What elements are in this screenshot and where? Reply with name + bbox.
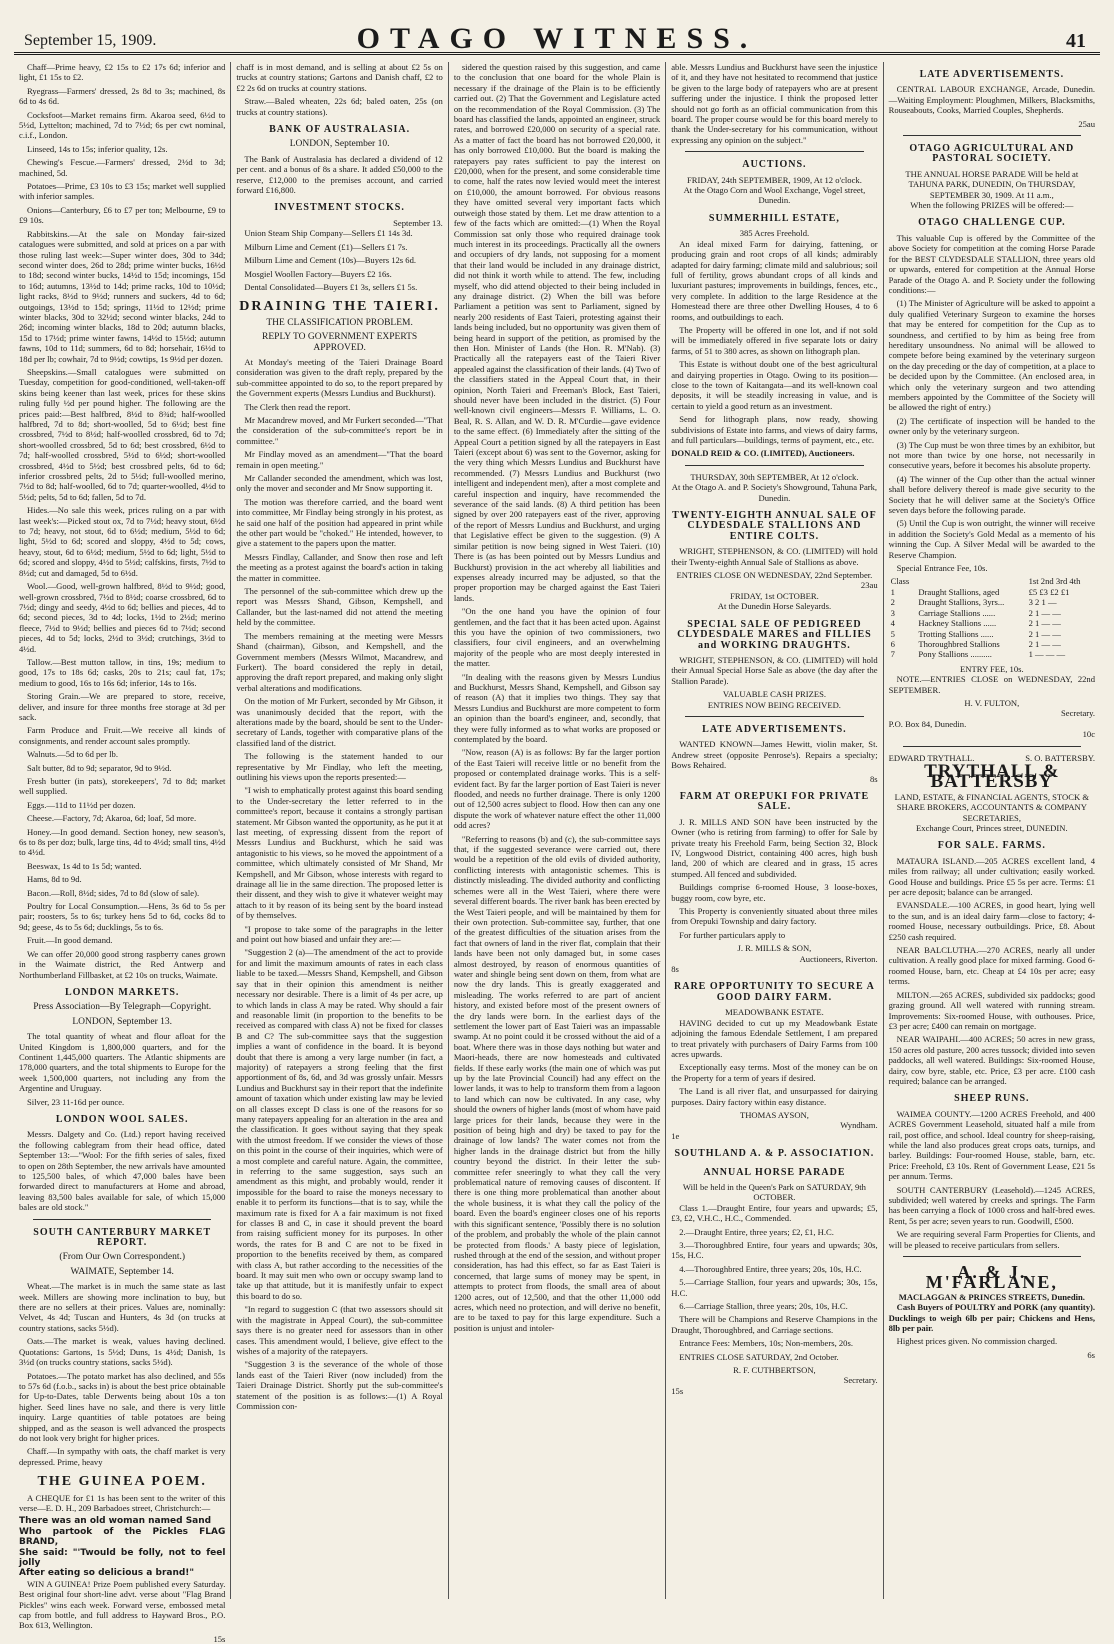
- cup-condition: Special Entrance Fee, 10s.: [896, 563, 988, 574]
- farm-listing: MILTON.—265 ACRES, subdivided six paddocks; good grazing ground. All well watered with running stream. Improvements: Six-roomed House, with outhouses. Price, £3 per acre; £400 can remain on mortgage.: [888, 989, 1096, 1031]
- south-canterbury-heading: SOUTH CANTERBURY MARKET REPORT.: [33, 1226, 212, 1249]
- meadowbank-paragraph: Exceptionally easy terms. Most of the money can be on the Property for a term of years if desired.: [671, 1062, 878, 1083]
- masthead: [14, 12, 1100, 55]
- chaff-continued: chaff is in most demand, and is selling at about £2 5s on trucks at country stations; Gartons and Danish chaff, £2 to £2 2s 6d on trucks at country stations.: [236, 62, 443, 93]
- entries-fee-1: 23au: [860, 580, 878, 591]
- orepuki-farm-heading: FARM AT OREPUKI FOR PRIVATE SALE.: [679, 790, 870, 813]
- farm-listing: NEAR BALCLUTHA.—270 ACRES, nearly all under cultivation. A really good place for mixed farming. Good 6-roomed House, barn, etc. Cheap at £4 10s per acre; easy terms.: [888, 945, 1096, 987]
- summerhill-place: At the Otago Corn and Wool Exchange, Vogel street, Dunedin.: [683, 185, 866, 206]
- divider: [685, 716, 863, 717]
- poem-line: She said: "'Twould be folly, not to feel jolly: [19, 1547, 226, 1568]
- wanted-fee: 8s: [869, 773, 878, 784]
- draining-paragraph: Messrs Findlay, Callander, and Snow then rose and left the meeting as a protest against the board's action in taking the matter in committee.: [236, 551, 443, 583]
- market-paragraph: Sheepskins.—Small catalogues were submitted on Tuesday, competition for good-conditioned, well-taken-off skins being keener than last week, prices for these skins ruling fully ½d per pound higher. The following are the prices paid:—Best halfbred, 8½d to 8¾d; half-woolled halfbred, 7d to 8d; short-woolled, 5d to 6½d; best fine crossbred, 7½d to 8½d; half-woolled crossbred, 6d to 7d; short-woolled crossbred, 5d to 6d; best crossbred, 6½d to 7d; half-woolled crossbred, 5½d to 6½d; short-woolled crossbred, 4½d to 5½d; best crossbred pelts, 6d to 6d; inferior crossbred pelts, 2d to 5½d; full-woolled merino, 7½d to 8d; half-woolled, 6d to 7d; quarter-woolled, 4½d to 5½d; pelts, 5d to 6d; fallen, 5d to 7d.: [19, 366, 226, 502]
- mcfarlane-tail: Highest prices given. No commission charged.: [896, 1336, 1058, 1347]
- mills-signature: J. R. MILLS & SON,: [737, 943, 812, 954]
- class-number: 5: [890, 628, 895, 639]
- investment-heading: INVESTMENT STOCKS.: [274, 202, 405, 214]
- meadowbank-paragraph: HAVING decided to cut up my Meadowbank Estate adjoining the famous Edendale Settlement, I am prepared to treat privately with purchasers of Dairy Farms from 100 acres upwards.: [671, 1017, 878, 1059]
- south-canterbury-paragraph: Potatoes.—The potato market has also declined, and 55s to 57s 6d (f.o.b., sacks in) is about the best price obtainable for Up-to-Dates, table Derwents being about 10s a ton higher. Seed lines have no sale, and there is very little inquiry. Large quantities of table potatoes are being shipped, and as the season is well advanced the prospects do not look very bright for higher prices.: [19, 1370, 226, 1443]
- classes-header-places: 1st 2nd 3rd 4th: [1028, 576, 1081, 587]
- otago-society-heading: OTAGO AGRICULTURAL AND PASTORAL SOCIETY.: [909, 143, 1075, 165]
- fulton-box: P.O. Box 84, Dunedin.: [888, 718, 967, 729]
- thursday-date: THURSDAY, 30th SEPTEMBER, At 12 o'clock.: [690, 471, 859, 482]
- south-canterbury-paragraph: Wheat.—The market is in much the same state as last week. Millers are showing more inclination to buy, but there are no sellers at their prices. Values are, nominally: Velvet, 4s 4d; Tuscan and Hunters, 4s 3d (on trucks at country stations, sacks 5½d).: [19, 1281, 226, 1333]
- market-paragraph: Potatoes—Prime, £3 10s to £3 15s; market well supplied with inferior samples.: [19, 181, 226, 202]
- parade-class: 6.—Carriage Stallion, three years; 20s, 10s, H.C.: [679, 1301, 848, 1312]
- class-name: Hackney Stallions ......: [918, 618, 997, 629]
- farm-fee: 8s: [671, 964, 679, 975]
- draining-subheading-2: REPLY TO GOVERNMENT EXPERTS APPROVED.: [262, 332, 418, 353]
- draining-paragraph: "In regard to suggestion C (that two assessors should sit with the magistrate in Appeal Court), the sub-committee says there is no greater need for assessors than in other cases. This amendment would, I believe, give effect to the wishes of a majority of the ratepayers.: [236, 1304, 443, 1356]
- divider: [685, 465, 863, 466]
- farm-paragraph: Buildings comprise 6-roomed House, 3 loose-boxes, buggy room, cow byre, etc.: [671, 882, 878, 903]
- poem-line: After eating so delicious a brand!": [19, 1568, 195, 1579]
- guinea-poem-fee: 15s: [213, 1633, 226, 1644]
- classes-row: [889, 649, 1095, 659]
- classes-table: [889, 576, 1095, 659]
- summerhill-date: FRIDAY, 24th SEPTEMBER, 1909, At 12 o'clock.: [686, 174, 862, 185]
- parade-class: 4.—Thoroughbred Entire, three years; 20s, 10s, H.C.: [679, 1263, 862, 1274]
- market-paragraph: Cheese.—Factory, 7d; Akaroa, 6d; loaf, 5d more.: [27, 813, 197, 824]
- market-paragraph: Cocksfoot—Market remains firm. Akaroa seed, 6½d to 5½d, Lyttelton; machined, 7d to 7½d; 6s per cwt nominal, c.i.f., London.: [19, 109, 226, 141]
- column-2: [231, 62, 448, 1599]
- bank-heading: BANK OF AUSTRALASIA.: [269, 124, 411, 136]
- cuthbertson-signature: R. F. CUTHBERTSON,: [733, 1365, 816, 1376]
- parade-fee: 15s: [671, 1385, 684, 1396]
- poem-line: Who partook of the Pickles FLAG BRAND,: [19, 1526, 226, 1548]
- draining-article-end: able. Messrs Lundius and Buckhurst have seen the injustice of it, and they have not hesitated to recommend that justice be given to the large body of ratepayers who are at present suffering under the injustice. I think the proposed letter should not go forth as an official communication from this board. The proper course would be for this board merely to thank the Under-secretary for his communication, without expressing any opinion on the subject.": [671, 62, 878, 145]
- class-number: 1: [890, 586, 895, 597]
- draining-paragraph: "On the one hand you have the opinion of four gentlemen, and the fact that it has been acted upon. Against this you have the opinion of two commissioners, two classifiers, four civil engineers, and an overwhelming majority of the people who are most deeply interested in the matter.: [453, 606, 661, 669]
- challenge-cup-heading: OTAGO CHALLENGE CUP.: [918, 217, 1066, 229]
- sheep-run-listing: We are requiring several Farm Properties for Clients, and will be pleased to receive particulars from sellers.: [888, 1229, 1096, 1250]
- entries-received: ENTRIES NOW BEING RECEIVED.: [707, 699, 841, 710]
- market-paragraph: Tallow.—Best mutton tallow, in tins, 19s; medium to good, 17s to 18s 6d; casks, 20s to 21s; caul fat, 17s; medium to good, 16s to 16s 6d; inferior, 14s to 16s.: [19, 656, 226, 688]
- market-paragraph: Hides.—No sale this week, prices ruling on a par with last week's:—Picked stout ox, 7d to 7½d; heavy stout, 6½d to 7d; heavy, not stout, 6d to 6½d; medium, 5½d to 6d; light, 5½d to 6d; scored and sloppy, 4½d to 5d; cows, heavy, stout, 6d to 6½d; medium, 5½d to 6d; light, 5½d to 6d; scored and sloppy, 4½d to 5½d; calfskins, firsts, 7½d to 8½d; cut and damaged, 5d to 6½d.: [19, 505, 226, 578]
- london-markets-dateline: LONDON, September 13.: [72, 1016, 173, 1027]
- guinea-poem-verse: [19, 1516, 225, 1578]
- late-ads-heading-2: LATE ADVERTISEMENTS.: [919, 69, 1065, 80]
- draining-paragraph: "I propose to take some of the paragraphs in the letter and point out how biased and unfair they are:—: [236, 923, 443, 945]
- market-paragraph: Wool.—Good, well-grown halfbred, 8½d to 9½d; good, well-grown crossbred, 7½d to 8½d; coarse crossbred, 6d to 7½d; dingy and seedy, 4½d to 6d; bellies and pieces, 4d to 6d; second pieces, 3d to 4d; locks, 1½d to 2½d; merino fleece, 7½d to 9½d; bellies and pieces 6d to 7½d; second pieces, 4d to 5d; locks, 2½d to 3½d; crutchings, 3½d to 4½d.: [19, 581, 226, 654]
- summerhill-text: [671, 239, 877, 446]
- divider: [33, 1219, 211, 1220]
- investment-line: Milburn Lime and Cement (10s)—Buyers 12s 6d.: [244, 255, 417, 266]
- market-paragraph: Honey.—In good demand. Section honey, new season's, 6s to 8s per doz; bulk, large tins, 4d to 4½d; small tins, 4½d to 4½d.: [19, 826, 226, 858]
- class-prizes: 2 1 — —: [1028, 628, 1061, 639]
- market-paragraph: Fresh butter (in pats), storekeepers', 7d to 8d; market well supplied.: [19, 776, 226, 797]
- class-name: Draught Stallions, aged: [918, 586, 1000, 597]
- wright-stephenson-notice-2: WRIGHT, STEPHENSON, & CO. (LIMITED) will hold their Annual Special Horse Sale as above (the day after the Stallion Parade).: [671, 654, 878, 686]
- sheep-run-listing: SOUTH CANTERBURY (Leasehold).—1245 ACRES, subdivided; well watered by creeks and springs. The Farm has been carrying a flock of 1000 cross and half-bred ewes. Rent, 5s per acre; seven years to run. Goodwill, £500.: [888, 1184, 1096, 1226]
- class-name: Pony Stallions ..........: [918, 649, 992, 660]
- class-name: Trotting Stallions ......: [918, 628, 994, 639]
- farms-list: [889, 856, 1095, 1087]
- class-name: Draught Stallions, 3yrs...: [918, 597, 1005, 608]
- column-1: [14, 62, 231, 1644]
- thursday-place: At the Otago A. and P. Society's Showground, Tahuna Park, Dunedin.: [671, 482, 878, 503]
- draining-paragraph: Mr Findlay moved as an amendment—"That the board remain in open meeting.": [236, 449, 443, 470]
- classes-row: [889, 618, 1095, 628]
- market-paragraph: Chewing's Fescue.—Farmers' dressed, 2½d to 3d; machined, 5d.: [19, 157, 226, 178]
- market-paragraph: Chaff—Prime heavy, £2 15s to £2 17s 6d; inferior and light, £1 15s to £2.: [19, 62, 226, 83]
- for-sale-heading: FOR SALE. FARMS.: [937, 840, 1046, 852]
- classes-header-row: [889, 576, 1095, 586]
- partner-right: S. O. BATTERSBY.: [1025, 752, 1096, 763]
- trythall-address: Exchange Court, Princes street, DUNEDIN.: [916, 823, 1068, 833]
- summerhill-paragraph: Send for lithograph plans, now ready, showing subdivisions of Estate into farms, and views of dairy farms, and full particulars—buildings, terms of payment, etc., etc.: [671, 414, 878, 445]
- wright-stephenson-notice-1: WRIGHT, STEPHENSON, & CO. (LIMITED) will hold their Twenty-eighth Annual Sale of Stallions as above.: [671, 546, 878, 567]
- south-canterbury-paragraph: Oats.—The market is weak, values having declined. Quotations: Gartons, 1s 5½d; Duns, 1s 4½d; Danish, 1s 3½d (on trucks country stations, sacks 5½d).: [19, 1336, 226, 1368]
- divider: [903, 135, 1081, 136]
- parade-fees: Entrance Fees: Members, 10s; Non-members, 20s.: [679, 1338, 853, 1349]
- investment-line: Union Steam Ship Company—Sellers £1 14s 3d.: [244, 228, 413, 239]
- draining-paragraph: The members remaining at the meeting were Messrs Shand (chairman), Gibson, and Kempshell, and the Government members (Messrs Wilmot, Macandrew, and Furkert). The board considered the reply in detail, approving the draft report prepared, and making only slight verbal alterations and modifications.: [236, 630, 443, 693]
- market-paragraph: Fruit.—In good demand.: [27, 935, 113, 946]
- farm-listing: EVANSDALE.—100 ACRES, in good heart, lying well to the sun, and is an ideal dairy farm—close to factory; 4-roomed House, necessary outbuildings. Price, £8. About £250 cash required.: [888, 900, 1096, 942]
- draining-heading: DRAINING THE TAIERI.: [239, 299, 440, 315]
- dairy-farm-heading: RARE OPPORTUNITY TO SECURE A GOOD DAIRY FARM.: [674, 981, 875, 1003]
- fulton-signature: H. V. FULTON,: [964, 697, 1020, 708]
- cup-condition: (5) Until the Cup is won outright, the winner will receive in addition the Society's Gold Medal as a memento of his winning the Cup. A Silver Medal will be awarded to the Reserve Champion.: [888, 518, 1096, 560]
- cup-condition: (3) The Cup must be won three times by an exhibitor, but not more than twice by one horse, not necessarily in consecutive years, before it becomes his absolute property.: [888, 439, 1096, 471]
- market-paragraph: Storing Grain.—We are prepared to store, receive, deliver, and insure for three months free storage at 3d per sack.: [19, 691, 226, 722]
- labour-fee: 25au: [1078, 118, 1096, 129]
- classes-row: [889, 587, 1095, 597]
- challenge-cup-text: [889, 233, 1095, 574]
- draining-paragraph: Mr Callander seconded the amendment, which was lost, only the mover and seconder and Mr Snow supporting it.: [236, 473, 443, 494]
- columns: [14, 62, 1100, 1644]
- class-number: 3: [890, 607, 895, 618]
- draining-paragraph: The personnel of the sub-committee which drew up the report was Messrs Shand, Gibson, Kempshell, and Callander, but the last-named did not attend the meeting held by the committee.: [236, 586, 443, 628]
- mills-location: Auctioneers, Riverton.: [799, 953, 878, 964]
- special-sale-heading: SPECIAL SALE OF PEDIGREED CLYDESDALE MARES and FILLIES and WORKING DRAUGHTS.: [677, 618, 872, 651]
- summerhill-paragraph: This Estate is without doubt one of the best agricultural and dairying properties in Otago. Owing to its position—close to the town of Kaitangata—and its well-known coal deposits, it will be steadily increasing in value, and is certain to yield a good return as an investment.: [671, 359, 878, 411]
- divider: [903, 746, 1081, 747]
- guinea-poem-intro: A CHEQUE for £1 1s has been sent to the writer of this verse—E. D. H., 209 Barbadoes street, Christchurch:—: [19, 1492, 226, 1513]
- mcfarlane-name: A. & J. M'FARLANE,: [925, 1262, 1058, 1293]
- draining-paragraph: "I wish to emphatically protest against this board sending to the Under-secretary the letter referred to in the committee's report, because it contains a strongly partisan statement. Mr Gibson wanted the opportunity, as he put it at last meeting, of expressing dissent from the report of Messrs Lundius and Buckhurst, which he said was antagonistic to his views, so he moved the appointment of a committee, which ultimately consisted of Mr Shand, Mr Kempshell, and Mr Gibson, whose interests with regard to drainage all lie in the same direction. The proposed letter is their dissent, and they wish to give it whatever weight may attach to it by reason of its being sent by the board instead of by themselves.: [236, 785, 443, 921]
- parade-class: 2.—Draught Entire, three years; £2, £1, H.C.: [679, 1226, 834, 1237]
- class-prizes: 2 1 — —: [1028, 638, 1061, 649]
- draining-paragraph: "Referring to reasons (b) and (c), the sub-committee says that, if the suggested severance were carried out, there would be a repetition of the old evils of divided authority, conflicting interests with antagonistic schemes. This is distinctly misleading. The divided authority and conflicting schemes were all in the West Taieri, where there were several different boards. The river bank has been erected by the West Taieri people, and will be maintained by them for their own protection. Sub-committee say, further, that one of the greatest difficulties of the situation arises from the fact that owners of land in the river flat, complain that their lands have been not only damaged but, in some cases almost destroyed, by reason of enormous quantities of water and shingle being sent down on them, from what are now the dry lands. This is greatly exaggerated and misleading. The works referred to are part of ancient history, and existed before most of the present owners of the dry lands were born. In the earliest days of the settlement the lower part of East Taieri was an impassable swamp. At no point could it be crossed without the aid of a boat. Where there was in those days nothing but water and Maori-heads, there are now homesteads and cultivated fields. If these early works (the main one of which was put up by the late Provincial Council) had any effect on the lower lands, it was to help to transform them from a lagoon to land which can now be cultivated. In any case, why should the owners of higher lands (most of whom have paid large prices for their lands, because they were in the position of being high and dry) be taxed to pay for the drainage of low lands? The water comes not from the higher lands in the drainage district but from the hilly country beyond the district. In their letter the sub-committee refer sneeringly to what they call the very problematical nature of removing causes of discontent. If there is one thing more problematical than another about the whole business, it is what they call the policy of the board. Even the board's engineer closes one of his reports with this significant sentence, 'Possibly there is no solution of the problem, and probably the whole of the plain cannot be protected from floods.' A basty piece of legislation, rushed through at the end of the session, and without proper consideration, has had this effect, so far as East Taieri is concerned, that large sums of money may be spent, in attempts to protect from floods, the small area of about 1200 acres, out of 12,500, and that the other 11,000 odd acres, which need no protection, and will derive no benefit, are to be taxed to pay for this large expenditure. Such a position is unjust and intoler-: [453, 833, 661, 1333]
- classes-header-class: Class: [890, 576, 910, 587]
- investment-line: Mosgiel Woollen Factory—Buyers £2 16s.: [244, 268, 392, 279]
- wool-sales-text: Messrs. Dalgety and Co. (Ltd.) report having received the following cablegram from their head office, dated September 13:—"Wool: For the fifth series of sales, fixed to open on 28th September, the new arrivals have amounted to 125,500 bales, of which 47,000 bales have been forwarded direct to manufacturers at Home and abroad, leaving 83,500 bales available for sale, of which 15,000 bales are old stock.": [19, 1129, 226, 1213]
- market-paragraph: Eggs.—11d to 11½d per dozen.: [27, 799, 136, 810]
- investment-list: [236, 228, 442, 292]
- issue-date: September 15, 1909.: [24, 32, 157, 49]
- mcfarlane-fee: 6s: [1087, 1349, 1096, 1360]
- draining-article-continued: [454, 62, 660, 1333]
- summerhill-paragraph: An ideal mixed Farm for dairying, fattening, or producing grain and root crops of all kinds; admirably adapted for dairy farming; climate mild and salubrious; soil full of fertility, grows abundant crops of all kinds and luxuriant pastures; improvements in buildings, fences, etc., very complete. In addition to the large Residence at the Homestead there are three other Dwelling Houses, 4 to 6 rooms, and outbuildings to each.: [671, 238, 878, 322]
- draining-subheading-1: THE CLASSIFICATION PROBLEM.: [266, 317, 413, 328]
- draining-paragraph: Mr Macandrew moved, and Mr Furkert seconded—"That the consideration of the sub-committee's report be in committee.": [236, 414, 443, 446]
- draining-paragraph: sidered the question raised by this suggestion, and came to the conclusion that one board for the whole Plain is necessary if the drainage of the Plain is to be efficiently carried out. (2) That the Government and Legislature acted on the recommendation of the Royal Commission. (3) The board has classified the lands, appointed an engineer, struck rates, and borrowed £20,000 on security of a special rate. As a matter of fact the board has not borrowed £20,000, it has only borrowed £10,000. But the board is making the ratepayers pay rates sufficient to pay the interest on £20,000, when for the present, and some considerable time to come, half the rates now levied would meet the interest on £10,000, the amount borrowed. For obvious reasons they have omitted several very important facts which outweigh those stated by them. Let me draw attention to a few of the facts which are omitted:—(1) When the Royal Commission sat only those who required drainage took much interest in its proceedings. Practically all the owners and occupiers of dry lands, not supposing for a moment that their land would be included in any drainage district, did not think it worth while to attend. The few, including myself, who did attend objected to their being included in any drainage district. (2) When the bill was before Parliament a petition was sent to Parliament, signed by nearly 200 residents of East Taieri, protesting against their lands being included, but no opportunity was given them of being heard in support of the petition, as promised by the then Hon. Minister of Lands (the Hon. R. M'Nab). (3) Practically all the ratepayers east of the Taieri River appealed against the classification of their lands. (4) Two of the classifiers stated in the Appeal Court that, in their opinion, North Taieri and Freeman's Block, East Taieri, should never have been included in the district. (5) Four well-known civil engineers—Messrs F. Williams, L. O. Beal, R. S. Allan, and W. D. R. M'Curdie—gave evidence to the same effect. (6) Immediately after the sitting of the Appeal Court a petition signed by all the ratepayers in East Taieri (except about 6) was sent to the Governor, asking for the very thing which Messrs Lundius and Buckhurst have recommended. (7) Messrs Lundius and Buckhurst (two intelligent and independent men), after a most complete and careful inspection and inquiry, have recommended the severance of the said lands. (8) A third petition has been signed by over 200 ratepayers east of the river, approving of the report of Messrs Lundius and Buckhurst, and urging that Legislative effect be given to the suggestion. (9) A similar petition is now being signed in West Taieri. (10) There is (as has been pointed out by Messrs Lundius and Buckhurst) provision in the act whereby all liabilities and expenses already incurred may be adjusted, so that the proper proportion may be charged against the East Taieri lands.: [453, 62, 661, 603]
- classes-row: [889, 597, 1095, 607]
- draining-paragraph: "In dealing with the reasons given by Messrs Lundius and Buckhurst, Messrs Shand, Kempshell, and Gibson say of reason (A) that it implies two things. They say that Messrs Lundius and Buckhurst are more competent to form an opinion than the board's engineer, and, secondly, that they were fully informed as to what works are proposed or contemplated by the board.: [453, 671, 661, 744]
- draining-paragraph: On the motion of Mr Furkert, seconded by Mr Gibson, it was unanimously decided that the report, with the alterations made by the board, should be sent to the Under-secretary of Lands, together with comparative plans of the classified land of the district.: [236, 696, 443, 748]
- classes-row: [889, 629, 1095, 639]
- wool-sales-heading: LONDON WOOL SALES.: [55, 1113, 189, 1125]
- friday-place: At the Dunedin Horse Saleyards.: [717, 601, 832, 612]
- draining-paragraph: "Now, reason (A) is as follows: By far the larger portion of the East Taieri will receive little or no benefit from the proposed or contemplated drainage works. This is a self-evident fact. By far the larger portion of East Taieri is never flooded, and needs no further drainage. There is only 1200 out of 12,500 acres subject to flood. How then can any one dispute the work of whatever nature effect the other 11,000 odd acres?: [453, 747, 661, 831]
- market-paragraph: Linseed, 14s to 15s; inferior quality, 12s.: [27, 143, 168, 154]
- summerhill-acres: 385 Acres Freehold.: [739, 228, 810, 239]
- class-prizes: 3 2 1 —: [1028, 597, 1057, 608]
- silver-price: Silver, 23 11-16d per ounce.: [27, 1096, 125, 1107]
- cuthbertson-title: Secretary.: [843, 1375, 878, 1386]
- london-markets-text: The total quantity of wheat and flour afloat for the United Kingdom is 1,800,000 quarters, and for the Continent 1,445,000 quarters. The Atlantic shipments are 178,000 quarters, and the total shipments to Europe for the week 1,500,000 quarters, not including any from the Argentine and Uruguay.: [19, 1031, 226, 1094]
- investment-line: Dental Consolidated—Buyers £1 3s, sellers £1 5s.: [244, 281, 418, 292]
- london-markets-heading: LONDON MARKETS.: [64, 986, 180, 998]
- ayson-location: Wyndham.: [840, 1120, 878, 1131]
- parade-classes: [671, 1203, 877, 1312]
- orepuki-farm-text: [671, 817, 877, 940]
- class-prizes: £5 £3 £2 £1: [1028, 586, 1070, 597]
- clydesdale-sale-heading: TWENTY-EIGHTH ANNUAL SALE OF CLYDESDALE STALLIONS AND ENTIRE COLTS.: [672, 510, 877, 542]
- market-paragraph: Walnuts.—5d to 6d per lb.: [27, 749, 118, 760]
- class-number: 6: [890, 638, 895, 649]
- investment-line: Milburn Lime and Cement (£1)—Sellers £1 7s.: [244, 241, 408, 252]
- investment-dateline: September 13.: [393, 217, 443, 228]
- summerhill-paragraph: The Property will be offered in one lot, and if not sold will be immediately offered in five separate lots or dairy farms, of 51 to 380 acres, as shown on lithograph plan.: [671, 324, 878, 356]
- market-report: [19, 62, 225, 980]
- farm-listing: NEAR WAIPAHI.—400 ACRES; 50 acres in new grass, 150 acres old pasture, 200 acres tussock; divided into seven paddocks, all well watered. Buildings: Six-roomed House, dairy, cow byre, stable, etc. Price, £3 per acre. £100 cash required; balance can be arranged.: [888, 1034, 1096, 1086]
- annual-parade-heading: ANNUAL HORSE PARADE: [703, 1166, 846, 1178]
- entry-fee: ENTRY FEE, 10s.: [959, 663, 1024, 674]
- market-paragraph: Salt butter, 8d to 9d; separator, 9d to 9½d.: [27, 762, 172, 773]
- draining-article: [236, 357, 442, 1411]
- class-prizes: 2 1 — —: [1028, 607, 1061, 618]
- parade-class: 5.—Carriage Stallion, four years and upwards; 30s, 15s, H.C.: [671, 1277, 878, 1298]
- south-canterbury-report: [19, 1281, 225, 1467]
- donald-reid-signature: DONALD REID & CO. (LIMITED), Auctioneers.: [671, 448, 855, 459]
- summerhill-title: SUMMERHILL ESTATE,: [708, 212, 840, 224]
- mcfarlane-text: Cash Buyers of POULTRY and PORK (any quantity). Ducklings to weigh 6lb per pair; Chickens and Hens, 8lb per pair.: [888, 1302, 1096, 1334]
- draining-paragraph: "Suggestion 2 (a)—The amendment of the act to provide for and limit the maximum amounts of rates in each class liable to be taxed.—Messrs Shand, Kempshell, and Gibson say that in their opinion this amendment is neither necessary nor desirable. There is a limit of 4s per acre, up to which lands in class A may be rated. Why should a fair and reasonable limit (in proportion to the benefits to be received as compared with class A) not be fixed for classes B and C? The sub-committee says that the suggestion implies a want of confidence in the board. It is beyond doubt that there is among a very large number (in fact, a majority) of ratepayers a strong feeling that the first apportionment of 8s, 6d, and 3d was grossly unfair. Messrs Lundius and Buckhurst say in their report that the indefinite amount of taxation which under existing law may be levied on all classes except D class is one of the reasons for so many ratepayers appealing for an alteration in the area and the classification. It goes without saying that they speak with the utmost freedom. If we consider the views of those on this point in the course of their inquiries, which were of a most complete and careful nature. Again, the committee, in referring to the same suggestion, says such an amendment as this might, and probably would, render it impossible for the board to raise the moneys necessary to enable it to perform its functions—that is to say, while the maximum rate is fixed for A a fair maximum is not fixed for classes B and C, in case it should prevent the board from raising sufficient money for its purposes. In other words, the rates for B and C are not to be fixed in proportion to the benefits received by them, as compared with class A, but rather according to the necessities of the board. It may suit men who own or occupy swamp land to take up that attitude, but it is manifestly unfair to expect this board to do so.: [236, 947, 443, 1301]
- auctions-heading: AUCTIONS.: [742, 159, 807, 171]
- meadowbank-paragraph: The Land is all river flat, and unsurpassed for dairying purposes. Dairy factory within easy distance.: [671, 1086, 878, 1107]
- trythall-battersby-name: TRYTHALL & BATTERSBY: [924, 760, 1060, 793]
- partner-left: EDWARD TRYTHALL.: [888, 752, 975, 763]
- draining-paragraph: The motion was therefore carried, and the board went into committee, Mr Findlay being strongly in his protest, as he said one half of the position had appeared in print while the other part would be "choked." He intended, however, to give a statement to the papers upon the matter.: [236, 496, 443, 549]
- mcfarlane-address: MACLAGGAN & PRINCES STREETS, Dunedin.: [898, 1291, 1085, 1302]
- straw-prices: Straw.—Baled wheaten, 22s 6d; baled oaten, 25s (on trucks at country stations).: [236, 96, 443, 117]
- class-name: Carriage Stallions ......: [918, 607, 996, 618]
- classes-row: [889, 639, 1095, 649]
- market-paragraph: Farm Produce and Fruit.—We receive all kinds of consignments, and render account sales promptly.: [19, 725, 226, 746]
- ayson-fee: 1e: [671, 1130, 680, 1141]
- farm-paragraph: This Property is conveniently situated about three miles from Orepuki Township and dairy factory.: [671, 906, 878, 927]
- parade-text: There will be Champions and Reserve Champions in the Draught, Thoroughbred, and Carriage sections.: [671, 1314, 878, 1335]
- cup-condition: (2) The certificate of inspection will be handed to the owner only by the veterinary surgeon.: [888, 415, 1096, 437]
- south-canterbury-paragraph: Chaff.—In sympathy with oats, the chaff market is very depressed. Prime, heavy: [19, 1446, 226, 1467]
- fulton-fee: 10c: [1082, 729, 1096, 740]
- meadowbank-text: [671, 1018, 877, 1107]
- bank-text: The Bank of Australasia has declared a dividend of 12 per cent. and a bonus of 8s a share. It added £50,000 to the reserve, £12,000 to the premises account, and carried forward £16,800.: [236, 153, 443, 196]
- market-paragraph: Poultry for Local Consumption.—Hens, 3s 6d to 5s per pair; roosters, 5s to 6s; turkey hens 5d to 6d, cocks 8d to 9d; geese, 4s to 5s 6d; ducklings, 5s to 6s.: [19, 901, 226, 932]
- london-markets-byline: Press Association—By Telegraph—Copyright.: [33, 1002, 212, 1013]
- late-ads-heading: LATE ADVERTISEMENTS.: [702, 723, 847, 735]
- fulton-title: Secretary.: [1060, 708, 1096, 719]
- farm-listing: MATAURA ISLAND.—205 ACRES excellent land, 4 miles from railway; all under cultivation; easily worked. Good House and buildings. Price £5 5s per acre. Terms: £1 per acre deposit; balance can be arranged.: [888, 855, 1096, 898]
- bank-dateline: LONDON, September 10.: [289, 139, 390, 150]
- meadowbank-heading: MEADOWBANK ESTATE.: [725, 1007, 824, 1018]
- south-canterbury-byline: (From Our Own Correspondent.): [59, 1252, 185, 1263]
- parade-class: 3.—Thoroughbred Entire, four years and upwards; 30s, 15s, H.C.: [671, 1240, 878, 1261]
- southland-heading: SOUTHLAND A. & P. ASSOCIATION.: [674, 1148, 875, 1160]
- market-paragraph: We can offer 20,000 good strong raspberry canes grown in the Waimate district, the Red Antwerp and Northumberland Fillbasket, at £2 10s on trucks, Waimate.: [19, 948, 226, 980]
- labour-exchange-ad: CENTRAL LABOUR EXCHANGE, Arcade, Dunedin.—Waiting Employment: Ploughmen, Milkers, Blacksmiths, Rouseabouts, Cooks, Married Couples, Shepherds.: [888, 84, 1096, 116]
- page-number: 41: [1066, 30, 1086, 52]
- south-canterbury-dateline: WAIMATE, September 14.: [70, 1266, 174, 1277]
- class-prizes: 1 — — —: [1028, 649, 1066, 660]
- farm-paragraph: For further particulars apply to: [679, 929, 786, 940]
- cup-condition: This valuable Cup is offered by the Committee of the above Society for competition at the coming Horse Parade for the BEST CLYDESDALE STALLION, three years old or upwards, entered for competition at the Annual Horse Parade of the Otago A. and P. Society under the following conditions:—: [888, 232, 1096, 295]
- sheep-runs-heading: SHEEP RUNS.: [954, 1093, 1030, 1105]
- parade-venue: Will be held in the Queen's Park on SATURDAY, 9th OCTOBER.: [682, 1181, 866, 1203]
- divider: [903, 1256, 1081, 1257]
- cup-condition: (1) The Minister of Agriculture will be asked to appoint a duly qualified Veterinary Surgeon to examine the horses that may be entered for competition for the Cup as to soundness, and certified to by him as being free from hereditary unsoundness. No animal will be allowed to compete before being examined by the veterinary surgeon on the day preceding or the day of competition, at a place to be decided upon by the Committee. (An enclosed area, in which only the veterinary surgeon and two attending members appointed by the Committee of the Society will be allowed the right of entry.): [888, 298, 1096, 413]
- market-paragraph: Hams, 8d to 9d.: [27, 874, 82, 885]
- column-5: [884, 62, 1100, 1599]
- sheep-runs-list: [889, 1109, 1095, 1250]
- market-paragraph: Ryegrass—Farmers' dressed, 2s 8d to 3s; machined, 8s 6d to 4s 6d.: [19, 85, 226, 107]
- market-paragraph: Onions—Canterbury, £6 to £7 per ton; Melbourne, £9 to £9 10s.: [19, 204, 226, 226]
- class-number: 7: [890, 649, 895, 660]
- farm-paragraph: J. R. MILLS AND SON have been instructed by the Owner (who is retiring from farming) to offer for Sale by private treaty his Freehold Farm, being Section 32, Block IV, Longwood District, containing 400 acres, high bush land, 200 of which are cleared and in grass, 15 acres stumped. All fenced and subdivided.: [671, 816, 878, 879]
- ayson-signature: THOMAS AYSON,: [739, 1109, 809, 1120]
- friday-october: FRIDAY, 1st OCTOBER.: [730, 590, 819, 601]
- draining-paragraph: The Clerk then read the report.: [244, 401, 351, 412]
- sheep-run-listing: WAIMEA COUNTY.—1200 ACRES Freehold, and 400 ACRES Government Leasehold, situated half a mile from rail, post office, and school. Ideal country for sheep-raising, while the land also produces great crops oats, turnips, and barley. Buildings: Four-roomed House, stable, barn, etc. Price: Freehold, £3 10s. Rent of Government Lease, £21 5s per annum. Terms.: [888, 1108, 1096, 1182]
- class-prizes: 2 1 — —: [1028, 618, 1061, 629]
- column-4: [666, 62, 883, 1599]
- class-name: Thoroughbred Stallions: [918, 638, 1000, 649]
- parade-class: Class 1.—Draught Entire, four years and upwards; £5, £3, £2, V.H.C., H.C., Commended.: [671, 1202, 878, 1224]
- entries-close-1: ENTRIES CLOSE ON WEDNESDAY, 22nd September.: [676, 570, 873, 581]
- draining-paragraph: "Suggestion 3 is the severance of the whole of those lands east of the Taieri River (now included) from the Taieri Drainage District. Shortly put the sub-committee's statement of the position is as follows:—(1) A Royal Commission con-: [236, 1359, 443, 1411]
- cup-condition: (4) The winner of the Cup other than the actual winner shall before delivery thereof is made give security to the Society that he will deliver same at the Society's Office seven days before the following parade.: [888, 473, 1096, 516]
- column-3: [449, 62, 666, 1599]
- otago-parade-info: THE ANNUAL HORSE PARADE Will be held at TAHUNA PARK, DUNEDIN, On THURSDAY, SEPTEMBER 30, 1909. At 11 a.m.,: [905, 168, 1079, 200]
- class-number: 4: [890, 618, 895, 629]
- market-paragraph: Rabbitskins.—At the sale on Monday fair-sized catalogues were submitted, and sold at prices on a par with those ruling last week:—Super winter does, 30d to 34d; second winter does, 26d to 28d; prime winter bucks, 16½d to 18d; second winter bucks, 14½d to 15d; incomings, 15d to 16d; autumns, 13½d to 14d; prime racks, 10d to 10½d; light racks, 8½d to 9½d; runners and suckers, 4d to 6d; outgoings, 13½d to 15d; springs, 11½d to 12½d; prime winter blacks, 30d to 32½d; second winter blacks, 24d to 26d; incoming winter blacks, 18d to 20d; autumn blacks, 15d to 17½d; prime winter fawns, 14½d to 15½d; autumn fawns, 10d to 11d; summers, 6d to 8d; horsehair, 16½d to 18d per lb; cowhair, 7d to 9½d; cowtips, 1s 9½d per dozen.: [19, 228, 226, 364]
- newspaper-title: OTAGO WITNESS.: [356, 22, 758, 55]
- market-paragraph: Beeswax, 1s 4d to 1s 5d; wanted.: [27, 860, 142, 871]
- trythall-services: LAND, ESTATE, & FINANCIAL AGENTS, STOCK & SHARE BROKERS, ACCOUNTANTS & COMPANY SECRETARIES,: [894, 791, 1089, 823]
- parade-close: ENTRIES CLOSE SATURDAY, 2nd October.: [679, 1351, 839, 1362]
- class-number: 2: [890, 597, 895, 608]
- entries-note: NOTE.—ENTRIES CLOSE on WEDNESDAY, 22nd SEPTEMBER.: [888, 674, 1096, 695]
- guinea-poem-heading: THE GUINEA POEM.: [37, 1474, 207, 1490]
- otago-prizes-line: When the following PRIZES will be offered:—: [910, 200, 1074, 211]
- guinea-poem-tail: WIN A GUINEA! Prize Poem published every Saturday. Best original four short-line advt. verse about "Flag Brand Pickles" wins each week. Forward verse, embossed metal cap from bottle, and full address to Hayward Bros., P.O. Box 613, Wellington.: [19, 1578, 226, 1631]
- cash-prizes: VALUABLE CASH PRIZES.: [722, 689, 827, 700]
- divider: [685, 151, 863, 152]
- draining-paragraph: The following is the statement handed to our representative by Mr Findlay, who left the meeting, outlining his views upon the reports presented:—: [236, 751, 443, 782]
- wanted-known-ad: WANTED KNOWN—James Hewitt, violin maker, St. Andrew street (opposite Penrose's). Repairs a specialty; Bows Rehaired.: [671, 739, 878, 771]
- classes-row: [889, 608, 1095, 618]
- draining-paragraph: At Monday's meeting of the Taieri Drainage Board consideration was given to the draft reply, prepared by the sub-committee appointed to do so, to the report prepared by the Government experts (Messrs Lundius and Buckhurst).: [236, 356, 443, 399]
- market-paragraph: Bacon.—Roll, 8½d; sides, 7d to 8d (slow of sale).: [27, 887, 200, 898]
- poem-line: There was an old woman named Sand: [19, 1516, 212, 1527]
